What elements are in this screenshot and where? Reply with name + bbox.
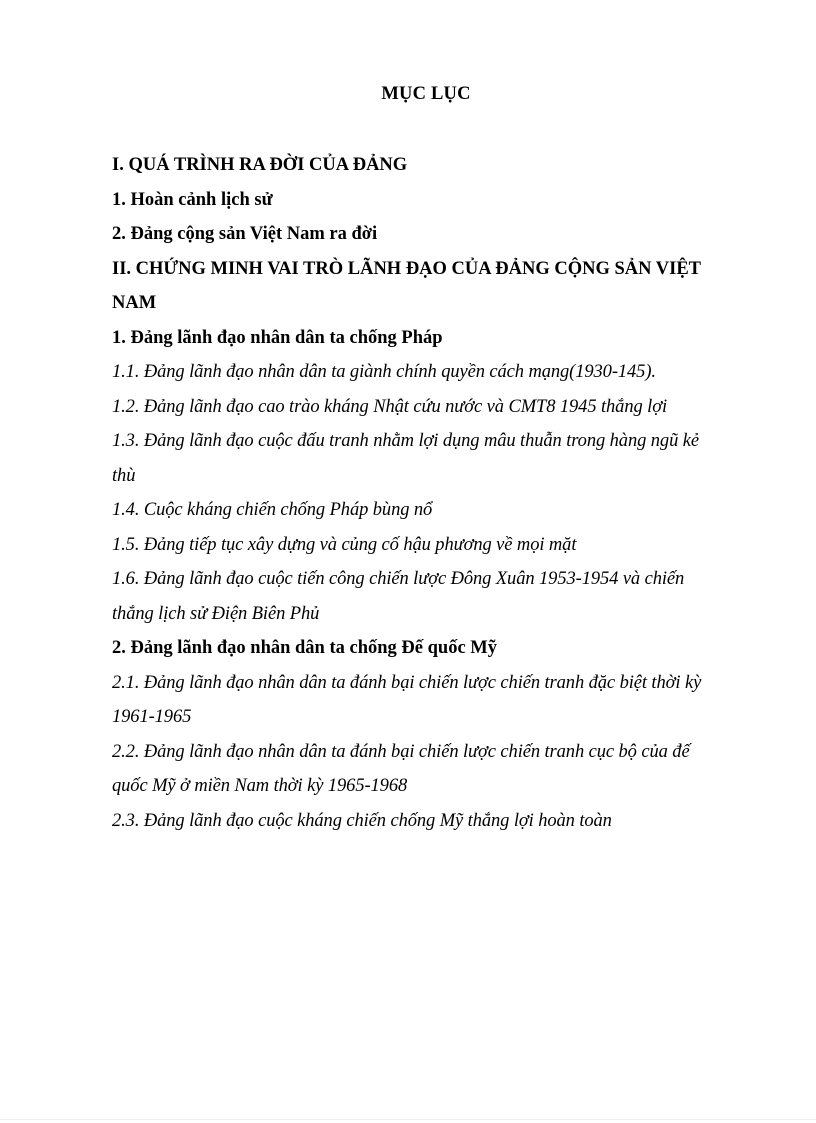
toc-entry-1-6: 1.6. Đảng lãnh đạo cuộc tiến công chiến lược Đông Xuân 1953-1954 và chiến thắng lịch sử Điện Biên Phủ: [112, 569, 685, 624]
toc-entry-2-2: 2.2. Đảng lãnh đạo nhân dân ta đánh bại chiến lược chiến tranh cục bộ của đế quốc Mỹ ở miền Nam thời kỳ 1965-1968: [112, 741, 690, 796]
page-bottom-divider: [0, 1119, 816, 1120]
toc-entry-1-4: 1.4. Cuộc kháng chiến chống Pháp bùng nổ: [112, 500, 433, 520]
toc-entry-1-3: 1.3. Đảng lãnh đạo cuộc đấu tranh nhằm lợi dụng mâu thuẫn trong hàng ngũ kẻ thù: [112, 431, 699, 486]
toc-entry-part-2-1: 1. Đảng lãnh đạo nhân dân ta chống Pháp: [112, 327, 443, 348]
toc-entry-2: 2. Đảng cộng sản Việt Nam ra đời: [112, 224, 378, 244]
toc-entry-1-2: 1.2. Đảng lãnh đạo cao trào kháng Nhật cứu nước và CMT8 1945 thắng lợi: [112, 396, 668, 417]
toc-entry-part-2-2: 2. Đảng lãnh đạo nhân dân ta chống Đế quốc Mỹ: [112, 638, 497, 658]
toc-entry-part-1: I. QUÁ TRÌNH RA ĐỜI CỦA ĐẢNG: [112, 155, 408, 175]
toc-entry-1: 1. Hoàn cảnh lịch sử: [112, 189, 273, 210]
toc-entry-1-1: 1.1. Đảng lãnh đạo nhân dân ta giành chính quyền cách mạng(1930-145).: [112, 362, 656, 382]
page-title: MỤC LỤC: [381, 84, 471, 104]
table-of-contents: [112, 148, 722, 838]
toc-entry-1-5: 1.5. Đảng tiếp tục xây dựng và củng cố hậu phương về mọi mặt: [112, 534, 577, 555]
toc-entry-part-2: II. CHỨNG MINH VAI TRÒ LÃNH ĐẠO CỦA ĐẢNG CỘNG SẢN VIỆT NAM: [112, 258, 701, 313]
toc-entry-2-1: 2.1. Đảng lãnh đạo nhân dân ta đánh bại chiến lược chiến tranh đặc biệt thời kỳ 1961-1965: [112, 672, 702, 727]
toc-entry-2-3: 2.3. Đảng lãnh đạo cuộc kháng chiến chống Mỹ thắng lợi hoàn toàn: [112, 810, 612, 831]
